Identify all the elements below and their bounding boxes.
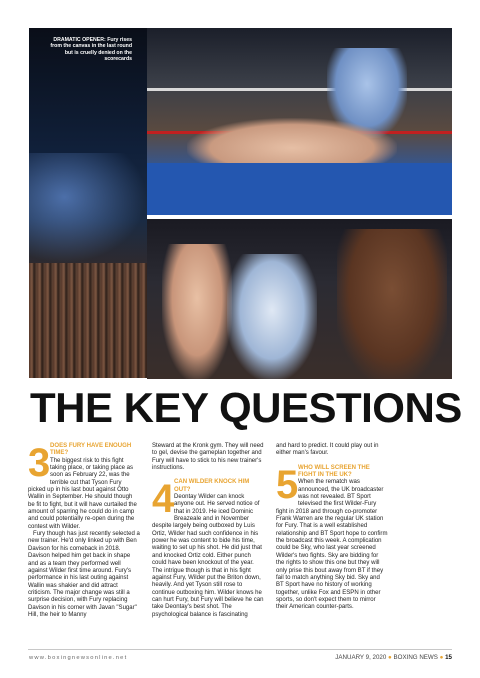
body-paragraph: Fury though has just recently selected a new trainer. He'd only linked up with Ben Davison for his comeback in 2018. Davison helped him get back in shape and as a team they performed well against Wilder first time around. Fury's performance in his last outing against Wallin was shakier and did attract criticism. The major change was still a surprise decision, with Fury replacing Davison in his corner with Javan "Sugar" Hill, the heir to Manny: [28, 531, 140, 618]
bullet-icon: ●: [388, 654, 392, 661]
question-number: 4: [152, 477, 175, 522]
issue-date: JANUARY 9, 2020: [335, 654, 387, 661]
article-column-1: [28, 443, 140, 619]
boxer-left: [162, 244, 232, 379]
body-paragraph: Deontay Wilder can knock anyone out. He served notice of that in 2019. He iced Dominic Breazeale and in November despite largely being outboxed by Luis Ortiz, Wilder had such confidence in his power he was content to bide his time, waiting to set up his shot. He did just that and knocked Ortiz cold. Either punch could have been knockout of the year. The intrigue though is that in his fight against Fury, Wilder put the Briton down, heavily. And yet Tyson still rose to continue outboxing him. Wilder knows he can hurt Fury, but Fury will believe he can take Deontay's best shot. The psychological balance is fascinating: [152, 494, 264, 618]
result-photo: [147, 219, 452, 379]
body-paragraph: The biggest risk to this fight taking place, or taking place as soon as February 22, was the terrible cut that Tyson Fury picked up in his last bout against Otto Wallin in September. He should though be fit to fight, but it will have curtailed the amount of sparring he could do in camp and could potentially re-open during the contest with Wilder.: [28, 457, 137, 530]
arena-lights: [29, 153, 147, 263]
knockdown-photo: [147, 28, 452, 215]
footer-rule: [28, 649, 452, 650]
publication-name: BOXING NEWS: [393, 654, 438, 661]
caption-text: Fury rises from the canvas in the last round but is cruelly denied on the scorecards: [50, 37, 132, 62]
page-number: 15: [445, 654, 452, 661]
caption-heading: DRAMATIC OPENER:: [53, 37, 106, 43]
ring-canvas: [147, 163, 452, 215]
question-heading: WHO WILL SCREEN THE FIGHT IN THE UK?: [298, 464, 370, 479]
arena-photo: [29, 28, 147, 378]
question-number: 3: [28, 441, 51, 485]
website-url: www.boxingnewsonline.net: [29, 655, 128, 661]
question-heading: CAN WILDER KNOCK HIM OUT?: [174, 479, 250, 493]
photo-caption: [50, 37, 132, 62]
boxer-right: [337, 229, 447, 379]
question-number: 5: [276, 462, 299, 507]
article-column-2: [152, 443, 264, 619]
referee-figure: [227, 254, 317, 379]
body-paragraph: and hard to predict. It could play out in either man's favour.: [276, 443, 379, 457]
crowd: [29, 263, 147, 378]
question-heading: DOES FURY HAVE ENOUGH TIME?: [50, 443, 132, 457]
page-footer: [335, 654, 452, 661]
page-headline: THE KEY QUESTIONS: [30, 384, 462, 431]
article-column-3: [276, 443, 388, 612]
bullet-icon: ●: [439, 654, 444, 661]
body-paragraph: Steward at the Kronk gym. They will need to gel, devise the gameplan together and Fury will have to stick to his new trainer's instructions.: [152, 443, 264, 472]
body-paragraph: When the rematch was announced, the UK broadcaster was not revealed. BT Sport televised the first Wilder-Fury fight in 2018 and through co-promoter Frank Warren are the regular UK station for Fury. That is a well established relationship and BT Sport hope to confirm the broadcast this week. A complication could be Sky, who last year screened Wilder's two fights. Sky are bidding for the rights to show this one but they will only prise this bout away from BT if they fail to match anything Sky bid. Sky and BT Sport have no history of working together, unlike Fox and ESPN in other sports, so don't expect them to mirror their American counter-parts.: [276, 479, 388, 611]
